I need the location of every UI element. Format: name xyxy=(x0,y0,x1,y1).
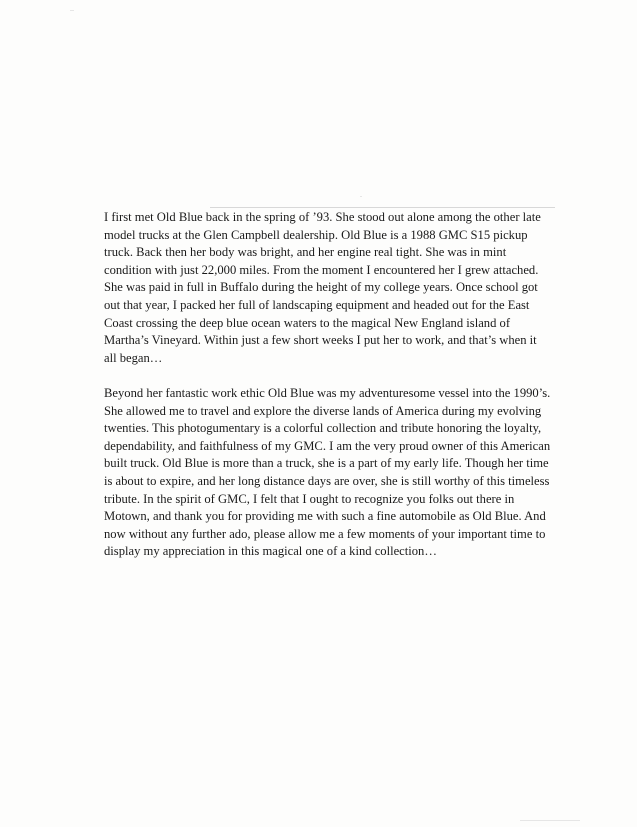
text-line: twenties. This photogumentary is a colorful collection and tribute honoring the loyalty, xyxy=(104,421,542,436)
scan-rule-line xyxy=(210,207,555,208)
text-line: built truck. Old Blue is more than a truck, she is a part of my early life. Though her time xyxy=(104,456,549,471)
scan-speck xyxy=(360,196,362,197)
text-line: I first met Old Blue back in the spring of ’93. She stood out alone among the other late xyxy=(104,210,541,224)
text-line: display my appreciation in this magical one of a kind collection… xyxy=(104,544,437,559)
text-line: Martha’s Vineyard. Within just a few short weeks I put her to work, and that’s when it xyxy=(104,333,537,348)
text-line: She allowed me to travel and explore the diverse lands of America during my evolving xyxy=(104,403,542,418)
text-line: Coast crossing the deep blue ocean waters to the magical New England island of xyxy=(104,315,511,330)
paragraph-intro xyxy=(104,209,564,367)
paragraph-tribute xyxy=(104,385,564,561)
scan-speck xyxy=(70,10,74,11)
text-line: is about to expire, and her long distance days are over, she is still worthy of this timeless xyxy=(104,473,550,488)
text-line: out that year, I packed her full of landscaping equipment and headed out for the East xyxy=(104,297,530,312)
text-line: now without any further ado, please allow me a few moments of your important time to xyxy=(104,526,546,541)
letter-body xyxy=(104,209,564,578)
text-line: truck. Back then her body was bright, and her engine real tight. She was in mint xyxy=(104,245,507,260)
text-line: Beyond her fantastic work ethic Old Blue was my adventuresome vessel into the 1990’s. xyxy=(104,385,551,400)
text-line: all began… xyxy=(104,350,163,365)
scan-speck xyxy=(520,820,580,821)
text-line: condition with just 22,000 miles. From the moment I encountered her I grew attached. xyxy=(104,262,539,277)
text-line: model trucks at the Glen Campbell dealership. Old Blue is a 1988 GMC S15 pickup xyxy=(104,227,528,242)
text-line: Motown, and thank you for providing me with such a fine automobile as Old Blue. And xyxy=(104,509,546,524)
text-line: She was paid in full in Buffalo during the height of my college years. Once school got xyxy=(104,280,538,295)
text-line: tribute. In the spirit of GMC, I felt that I ought to recognize you folks out there in xyxy=(104,491,515,506)
text-line: dependability, and faithfulness of my GMC. I am the very proud owner of this American xyxy=(104,438,551,453)
